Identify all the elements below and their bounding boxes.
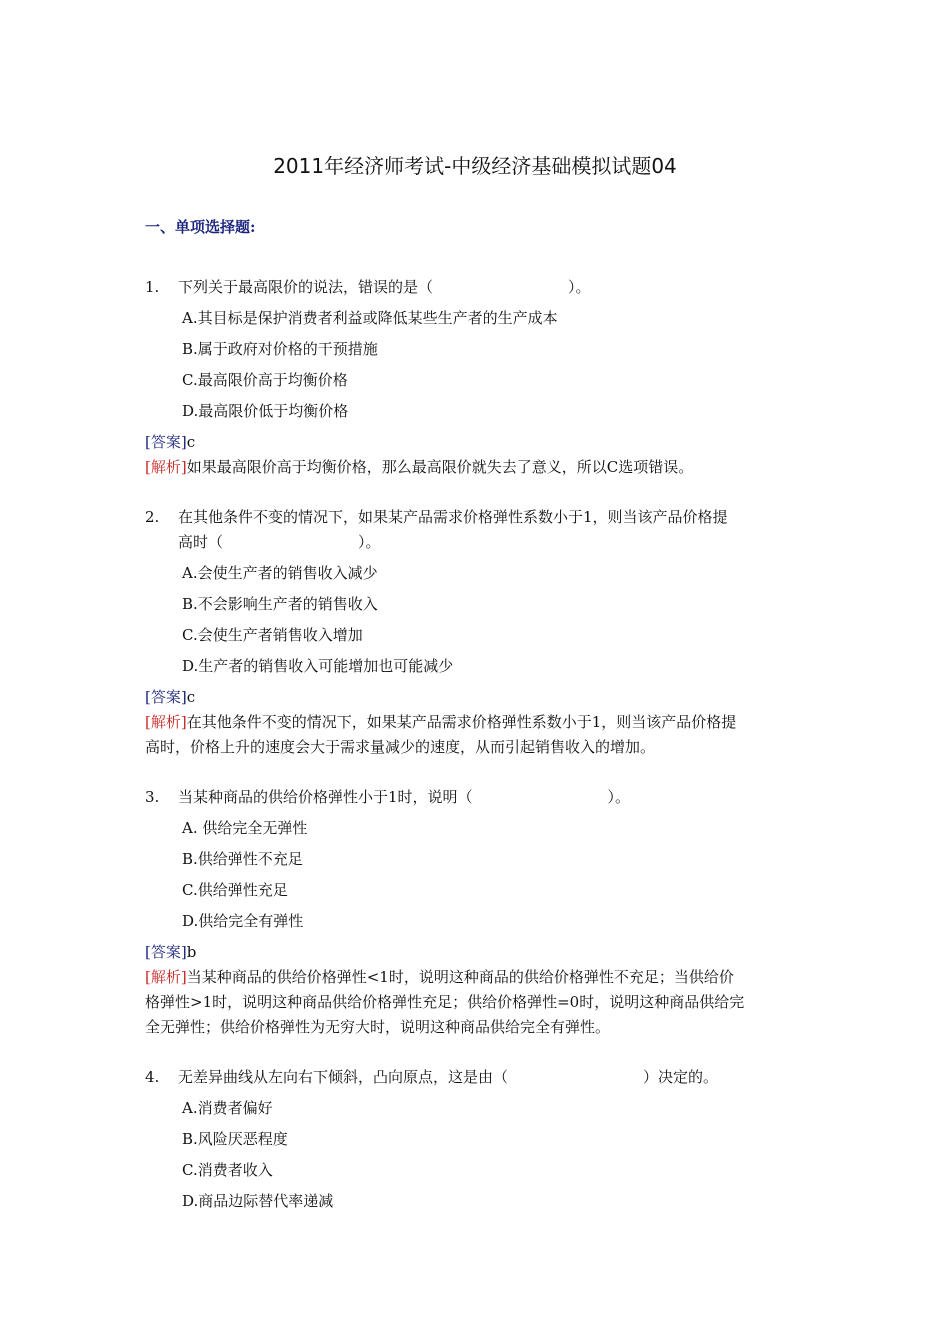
answer-value: c bbox=[186, 433, 196, 451]
option-c: C.供给弹性充足 bbox=[182, 881, 288, 899]
explanation-text: 高时，价格上升的速度会大于需求量减少的速度，从而引起销售收入的增加。 bbox=[145, 738, 656, 756]
explanation-text: 如果最高限价高于均衡价格，那么最高限价就失去了意义，所以C选项错误。 bbox=[186, 458, 694, 476]
question-number: 4. bbox=[145, 1068, 160, 1086]
explanation-text: 格弹性>1时，说明这种商品供给价格弹性充足；供给价格弹性=0时，说明这种商品供给完 bbox=[145, 993, 745, 1011]
explanation-line bbox=[145, 457, 693, 477]
answer-line bbox=[145, 942, 196, 962]
document-title: 2011年经济师考试-中级经济基础模拟试题04 bbox=[273, 154, 677, 178]
option-d: D.商品边际替代率递减 bbox=[182, 1192, 334, 1210]
answer-value: b bbox=[186, 943, 197, 961]
option-a: A.会使生产者的销售收入减少 bbox=[182, 564, 378, 582]
question-stem: 无差异曲线从左向右下倾斜，凸向原点，这是由（ ）决定的。 bbox=[178, 1068, 719, 1086]
explain-tag: [解析] bbox=[145, 458, 187, 476]
option-d: D.生产者的销售收入可能增加也可能减少 bbox=[182, 657, 454, 675]
answer-value: c bbox=[186, 688, 196, 706]
option-c: C.会使生产者销售收入增加 bbox=[182, 626, 363, 644]
answer-tag: [答案] bbox=[145, 943, 187, 961]
explain-tag: [解析] bbox=[145, 713, 187, 731]
question-stem: 高时（ ）。 bbox=[178, 533, 381, 551]
question-stem: 下列关于最高限价的说法，错误的是（ ）。 bbox=[178, 278, 591, 296]
question-number: 3. bbox=[145, 788, 160, 806]
option-a: A.消费者偏好 bbox=[182, 1099, 273, 1117]
option-d: D.最高限价低于均衡价格 bbox=[182, 402, 349, 420]
question-number: 2. bbox=[145, 508, 160, 526]
explanation-text: 全无弹性；供给价格弹性为无穷大时，说明这种商品供给完全有弹性。 bbox=[145, 1018, 611, 1036]
option-b: B.风险厌恶程度 bbox=[182, 1130, 288, 1148]
answer-tag: [答案] bbox=[145, 433, 187, 451]
option-a: A.其目标是保护消费者利益或降低某些生产者的生产成本 bbox=[182, 309, 558, 327]
option-a: A. 供给完全无弹性 bbox=[182, 819, 308, 837]
explanation-text: 在其他条件不变的情况下，如果某产品需求价格弹性系数小于1，则当该产品价格提 bbox=[186, 713, 737, 731]
explanation-line bbox=[145, 712, 736, 732]
answer-line bbox=[145, 687, 195, 707]
option-b: B.属于政府对价格的干预措施 bbox=[182, 340, 378, 358]
option-d: D.供给完全有弹性 bbox=[182, 912, 304, 930]
explain-tag: [解析] bbox=[145, 968, 187, 986]
answer-tag: [答案] bbox=[145, 688, 187, 706]
question-stem: 当某种商品的供给价格弹性小于1时，说明（ ）。 bbox=[178, 788, 631, 806]
option-c: C.消费者收入 bbox=[182, 1161, 273, 1179]
section-heading: 一、单项选择题: bbox=[145, 218, 256, 236]
explanation-text: 当某种商品的供给价格弹性<1时，说明这种商品的供给价格弹性不充足；当供给价 bbox=[186, 968, 734, 986]
question-number: 1. bbox=[145, 278, 160, 296]
answer-line bbox=[145, 432, 195, 452]
question-stem: 在其他条件不变的情况下，如果某产品需求价格弹性系数小于1，则当该产品价格提 bbox=[178, 508, 728, 526]
option-b: B.供给弹性不充足 bbox=[182, 850, 303, 868]
option-c: C.最高限价高于均衡价格 bbox=[182, 371, 348, 389]
option-b: B.不会影响生产者的销售收入 bbox=[182, 595, 378, 613]
explanation-line bbox=[145, 967, 734, 987]
